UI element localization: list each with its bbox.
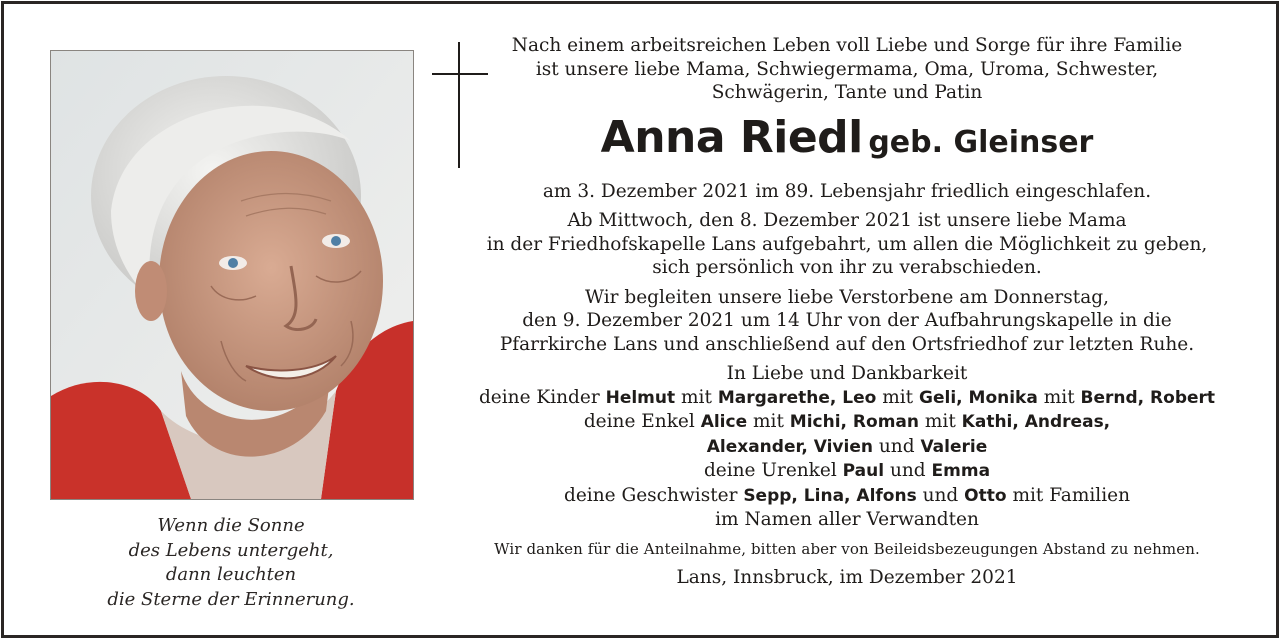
name: Emma (931, 461, 991, 481)
viewing-line: Ab Mittwoch, den 8. Dezember 2021 ist unsere liebe Mama (567, 210, 1127, 231)
text: deine Enkel (583, 411, 695, 432)
text: mit (753, 411, 784, 432)
text: und (922, 484, 959, 506)
place-date: Lans, Innsbruck, im Dezember 2021 (676, 566, 1018, 588)
obituary-text (446, 34, 1248, 589)
name: Alice (700, 412, 748, 432)
poem (50, 514, 412, 612)
name: Sepp, Lina, Alfons (743, 485, 917, 506)
obituary-frame (1, 1, 1279, 638)
text: und (889, 460, 926, 481)
mourners-enkel-cont (446, 435, 1248, 460)
portrait-illustration (51, 51, 413, 499)
text: deine Kinder (478, 386, 600, 408)
thanks-note: Wir danken für die Anteilnahme, bitten aber von Beileidsbezeugungen Abstand zu nehmen. (494, 539, 1200, 558)
mourners-intro: In Liebe und Dankbarkeit (726, 363, 968, 384)
viewing-line: sich persönlich von ihr zu verabschieden. (652, 257, 1042, 278)
deceased-name (446, 107, 1248, 178)
name: Geli, Monika (919, 387, 1038, 408)
portrait-photo (50, 50, 414, 500)
intro-line: Nach einem arbeitsreichen Leben voll Liebe und Sorge für ihre Familie (511, 35, 1183, 56)
name: Kathi, Andreas, (961, 412, 1111, 432)
poem-line: die Sterne der Erinnerung. (107, 588, 355, 610)
mourners-kinder (446, 386, 1248, 411)
mourners-geschwister (446, 484, 1248, 509)
text: mit (924, 411, 956, 432)
funeral-line: Wir begleiten unsere liebe Verstorbene am Donnerstag, (585, 286, 1109, 308)
name: Michi, Roman (789, 412, 919, 432)
name: Valerie (920, 436, 988, 457)
text: mit (882, 386, 914, 408)
name: Paul (842, 461, 885, 481)
name-main: Anna Riedl (600, 111, 863, 163)
name-maiden: geb. Gleinser (868, 124, 1094, 160)
name: Otto (964, 485, 1007, 506)
text: und (878, 435, 915, 457)
poem-line: Wenn die Sonne (157, 515, 305, 536)
intro-line: Schwägerin, Tante und Patin (711, 82, 983, 103)
name: Margarethe, Leo (717, 387, 877, 408)
funeral-line: Pfarrkirche Lans und anschließend auf den Ortsfriedhof zur letzten Ruhe. (499, 333, 1195, 355)
text: mit (1043, 386, 1075, 408)
viewing-line: in der Friedhofskapelle Lans aufgebahrt, um allen die Möglichkeit zu geben, (486, 233, 1208, 255)
poem-line: des Lebens untergeht, (128, 539, 334, 561)
text: mit Familien (1012, 484, 1130, 506)
death-line: am 3. Dezember 2021 im 89. Lebensjahr friedlich eingeschlafen. (542, 180, 1152, 202)
text: mit (681, 386, 712, 408)
name: Helmut (605, 387, 676, 408)
funeral-line: den 9. Dezember 2021 um 14 Uhr von der Aufbahrungskapelle in die (522, 310, 1172, 331)
mourners-enkel (446, 410, 1248, 435)
name: Alexander, Vivien (706, 436, 873, 457)
text: deine Urenkel (703, 460, 837, 481)
mourners-urenkel (446, 459, 1248, 484)
mourners-verwandte: im Namen aller Verwandten (715, 509, 979, 530)
name: Bernd, Robert (1080, 387, 1216, 408)
intro-line: ist unsere liebe Mama, Schwiegermama, Oma, Uroma, Schwester, (535, 58, 1159, 80)
text: deine Geschwister (564, 484, 738, 506)
poem-line: dann leuchten (165, 564, 297, 585)
